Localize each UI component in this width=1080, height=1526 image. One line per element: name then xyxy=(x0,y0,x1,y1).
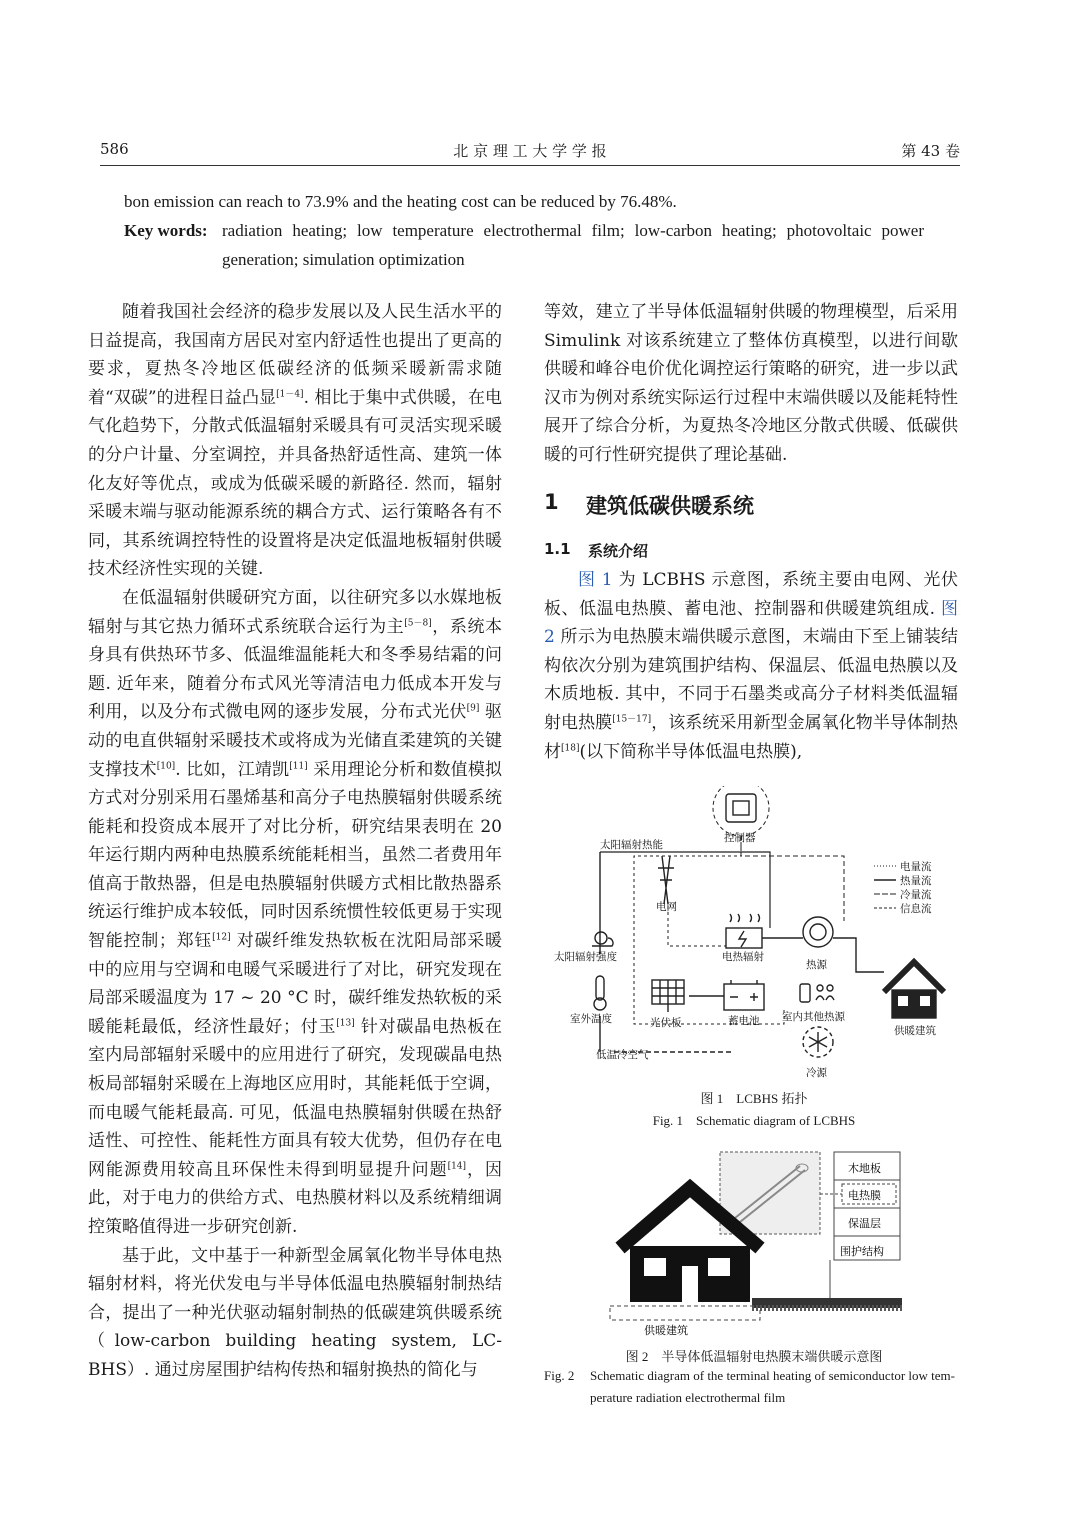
layer-label: 保温层 xyxy=(848,1217,881,1230)
legend-item: 信息流 xyxy=(900,903,932,915)
legend-item: 冷量流 xyxy=(900,889,932,901)
fig2-link[interactable]: 图 2 xyxy=(544,598,958,648)
figure-1-diagram xyxy=(544,786,964,1086)
keywords-sep: : xyxy=(201,221,208,240)
layer-label: 围护结构 xyxy=(840,1245,884,1258)
label-solar-heat: 太阳辐射热能 xyxy=(600,839,663,851)
figure-2-diagram xyxy=(590,1148,910,1338)
keywords-line2: generation; simulation optimization xyxy=(222,250,465,269)
subsection-number: 1.1 xyxy=(544,540,571,558)
label-solar-intensity: 太阳辐射强度 xyxy=(554,951,617,963)
label-grid: 电网 xyxy=(656,901,677,913)
paragraph: 基于此，文中基于一种新型金属氧化物半导体电热辐射材料，将光伏发电与半导体低温电热膜辐射制热结合，提出了一种光伏驱动辐射制热的低碳建筑供暖系统（low-carbon building heating system, LC-BHS）. 通过房屋围护结构传热和辐射换热的简化与 xyxy=(88,1245,502,1380)
paragraph: 随着我国社会经济的稳步发展以及人民生活水平的日益提高，我国南方居民对室内舒适性也提出了更高的要求，夏热冬冷地区低碳经济的低频采暖新需求随着“双碳”的进程日益凸显[1－4]. 相比于集中式供暖，在电气化趋势下，分散式低温辐射采暖具有可灵活实现采暖的分户计量、分室调控，并具备热舒适性高、建筑一体化友好等优点，或成为低碳采暖的新路径. 然而，辐射采暖末端与驱动能源系统的耦合方式、运行策略各有不同，其系统调控特性的设置将是决定低温地板辐射供暖技术经济性实现的关键. xyxy=(88,302,502,580)
appliance-icon xyxy=(800,984,810,1002)
label-heated-building: 供暖建筑 xyxy=(894,1025,936,1037)
legend-item: 电量流 xyxy=(900,861,932,873)
label-heat-source: 热源 xyxy=(806,959,827,971)
fig2-caption-en-1: Schematic diagram of the terminal heating of semiconductor low tem- xyxy=(590,1368,955,1383)
paragraph: 在低温辐射供暖研究方面，以往研究多以水媒地板辐射与其它热力循环式系统联合运行为主[5－8]，系统本身具有供热环节多、低温维温能耗大和冬季易结霜的问题. 近年来，随着分布式风光等清洁电力低成本开发与利用，以及分布式微电网的逐步发展，分布式光伏[9] 驱动的电直供辐射采暖技术或将成为光储直柔建筑的关键支撑技术[10]. 比如，江靖凯[11] 采用理论分析和数值模拟方式对分别采用石墨烯基和高分子电热膜辐射供暖系统能耗和投资成本展开了对比分析，研究结果表明在 20 年运行期内两种电热膜系统能耗相当，虽然二者费用年值高于散热器，但是电热膜辐射供暖方式相比散热器系统运行维护成本较低，同时因系统惯性较低更易于实现智能控制；郑钰[12] 对碳纤维发热软板在沈阳局部采暖中的应用与空调和电暖气采暖进行了对比，研究发现在局部采暖温度为 17 ~ 20 °C 时，碳纤维发热软板的采暖能耗最低，经济性最好；付玉[13] 针对碳晶电热板在室内局部辐射采暖中的应用进行了研究，发现碳晶电热板局部辐射采暖在上海地区应用时，其能耗低于空调，而电暖气能耗最高. 可见，低温电热膜辐射供暖在热舒适性、可控性、能耗性方面具有较大优势，但仍存在电网能源费用较高且环保性未得到明显提升问题[14]，因此，对于电力的供给方式、电热膜材料以及系统精细调控策略值得进一步研究创新. xyxy=(88,587,503,1237)
paragraph: 图 1 为 LCBHS 示意图，系统主要由电网、光伏板、低温电热膜、蓄电池、控制器和供暖建筑组成. 图 2 所示为电热膜末端供暖示意图，末端由下至上铺装结构依次分别为建筑围护结构、保温层、低温电热膜以及木质地板. 其中，不同于石墨类或高分子材料类低温辐射电热膜[15－17]，该系统采用新型金属氧化物半导体制热材[18](以下简称半导体低温电热膜), xyxy=(544,570,959,762)
label-heated-building: 供暖建筑 xyxy=(644,1324,688,1337)
label-cold-air: 低温冷空气 xyxy=(596,1049,649,1061)
layer-label: 木地板 xyxy=(848,1162,881,1175)
fig2-caption-label: Fig. 2 xyxy=(544,1368,575,1383)
fig1-caption-cn: 图 1 LCBHS 拓扑 xyxy=(700,1091,808,1106)
chip-icon xyxy=(726,794,756,822)
floor-layers xyxy=(752,1298,902,1308)
label-controller: 控制器 xyxy=(724,832,756,844)
sun-icon xyxy=(595,932,607,944)
heated-building-icon xyxy=(884,962,944,992)
page-number: 586 xyxy=(100,140,129,158)
right-column-text xyxy=(544,298,958,470)
label-film-radiation: 电热辐射 xyxy=(722,951,764,963)
keywords-line1: radiation heating; low temperature electrothermal film; low-carbon heating; photovoltaic power xyxy=(222,221,924,240)
right-column-text-2 xyxy=(544,566,958,766)
paragraph: 等效，建立了半导体低温辐射供暖的物理模型，后采用 Simulink 对该系统建立了整体仿真模型，以进行间歇供暖和峰谷电价优化调控运行策略的研究，进一步以武汉市为例对系统实际运行过程中末端供暖以及能耗特性展开了综合分析，为夏热冬冷地区分散式供暖、低碳供暖的可行性研究提供了理论基础. xyxy=(544,302,958,465)
abstract-tail: bon emission can reach to 73.9% and the heating cost can be reduced by 76.48%. xyxy=(124,192,677,211)
subsection-title: 系统介绍 xyxy=(588,542,649,560)
grid-tower-icon xyxy=(658,856,674,904)
journal-title: 北 京 理 工 大 学 学 报 xyxy=(453,142,607,160)
left-column xyxy=(88,298,502,1385)
fig1-link[interactable]: 图 1 xyxy=(578,570,613,590)
label-outdoor-temp: 室外温度 xyxy=(570,1013,612,1025)
layer-label: 电热膜 xyxy=(848,1189,881,1202)
section-number: 1 xyxy=(544,490,559,514)
label-battery: 蓄电池 xyxy=(728,1015,760,1027)
legend-item: 热量流 xyxy=(900,875,932,887)
fig2-caption-cn: 图 2 半导体低温辐射电热膜末端供暖示意图 xyxy=(625,1349,883,1364)
section-title: 建筑低碳供暖系统 xyxy=(586,494,754,518)
header-rule xyxy=(100,165,960,166)
label-indoor-other: 室内其他热源 xyxy=(782,1011,845,1023)
fig1-caption-en: Fig. 1 Schematic diagram of LCBHS xyxy=(652,1113,856,1128)
fig2-caption-en-2: perature radiation electrothermal film xyxy=(590,1390,786,1405)
volume-label: 第 43 卷 xyxy=(901,142,960,160)
keywords-label: Key words xyxy=(124,221,202,240)
thermometer-icon xyxy=(596,976,604,1000)
label-cold-source: 冷源 xyxy=(806,1067,827,1079)
heat-source-icon xyxy=(803,917,833,947)
label-pv-panel: 光伏板 xyxy=(650,1017,682,1029)
